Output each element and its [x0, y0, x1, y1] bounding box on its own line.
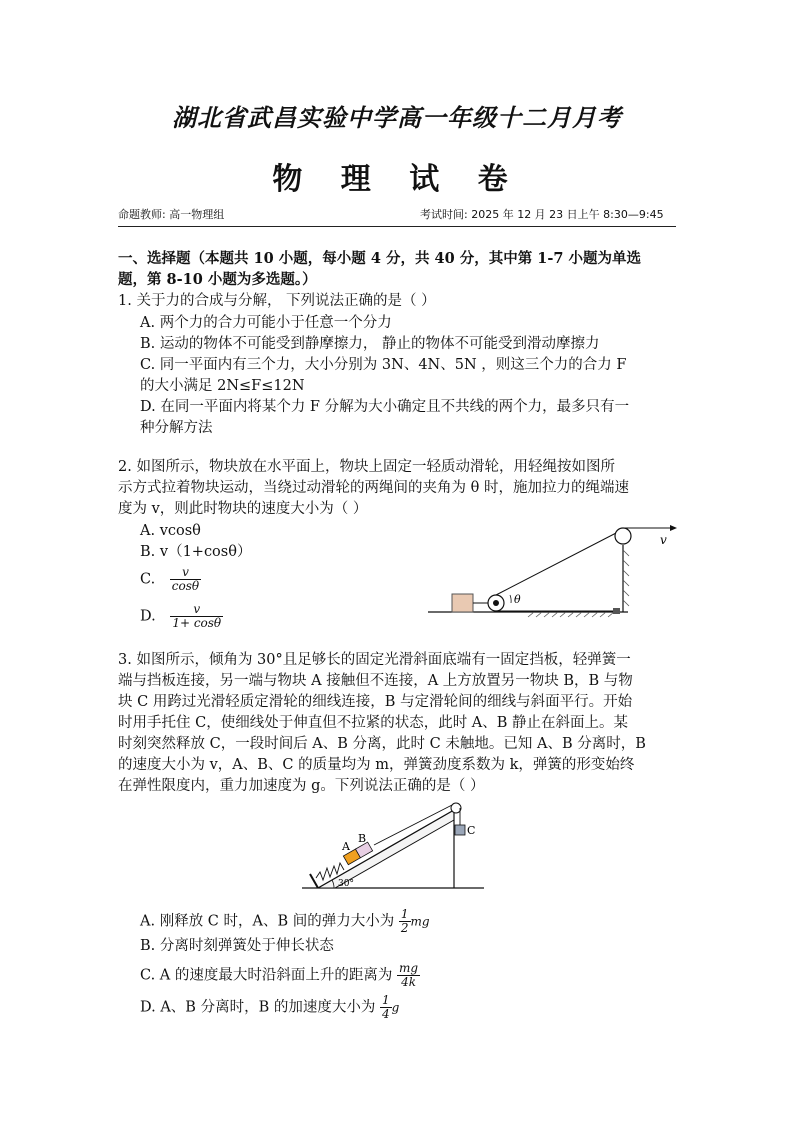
q3-option-c [140, 962, 420, 989]
exam-time: 考试时间: 2025 年 12 月 23 日上午 8:30—9:45 [420, 208, 664, 221]
q3-incline-figure [298, 800, 488, 892]
q2-pulley-figure [428, 520, 678, 620]
section-heading-cont: 题，第 8-10 小题为多选题。） [118, 271, 317, 288]
fixed-pulley [451, 803, 461, 813]
q2-c-denominator: cosθ [171, 579, 200, 593]
velocity-label: v [660, 533, 667, 547]
wall-hatching [623, 550, 629, 606]
q3-stem-line6: 的速度大小为 v，A、B、C 的质量均为 m，弹簧劲度系数为 k，弹簧的形变始终 [118, 757, 635, 773]
section-heading: 一、选择题（本题共 10 小题，每小题 4 分，共 40 分，其中第 1-7 小题为单选 [118, 250, 642, 267]
q3-a-numerator: 1 [400, 907, 409, 921]
subject-title: 物 理 试 卷 [272, 162, 522, 197]
block [452, 594, 473, 612]
fixed-pulley [615, 528, 631, 544]
teacher-info: 命题教师: 高一物理组 [118, 208, 225, 221]
movable-pulley-hub [493, 600, 499, 606]
block-c [455, 825, 465, 835]
q1-option-a: A. 两个力的合力可能小于任意一个分力 [140, 315, 392, 331]
q1-option-d: D. 在同一平面内将某个力 F 分解为大小确定且不共线的两个力，最多只有一 [140, 399, 630, 415]
incline-surface [318, 810, 454, 888]
q3-stem-line3: 块 C 用跨过光滑轻质定滑轮的细线连接，B 与定滑轮间的细线与斜面平行。开始 [118, 694, 633, 710]
q3-option-d-tail: g [391, 1000, 400, 1015]
q2-c-numerator: v [170, 566, 201, 580]
q3-c-numerator: mg [399, 961, 419, 975]
q2-d-denominator: 1+ cosθ [172, 616, 222, 630]
q2-d-numerator: v [170, 603, 223, 617]
q3-option-a [140, 908, 430, 935]
q1-option-d-cont: 种分解方法 [140, 420, 213, 436]
q3-option-a-fraction [399, 908, 411, 935]
q1-option-c: C. 同一平面内有三个力，大小分别为 3N、4N、5N ，则这三个力的合力 F [140, 357, 627, 373]
q2-stem-line3: 度为 v，则此时物块的速度大小为（ ） [118, 501, 368, 517]
q2-stem-line2: 示方式拉着物块运动，当绕过动滑轮的两绳间的夹角为 θ 时，施加拉力的绳端速 [118, 480, 629, 496]
ground-hatching [528, 612, 614, 617]
q3-option-d-text: D. A、B 分离时，B 的加速度大小为 [140, 999, 376, 1016]
q3-stem-line4: 时用手托住 C，使细线处于伸直但不拉紧的状态，此时 A、B 静止在斜面上。某 [118, 715, 629, 731]
q1-option-c-cont: 的大小满足 2N≤F≤12N [140, 378, 305, 394]
q3-c-denominator: 4k [401, 975, 416, 989]
q3-option-c-fraction [397, 962, 420, 989]
q2-option-c-fraction [170, 566, 201, 593]
q2-option-c-label: C. [140, 571, 156, 588]
theta-label: θ [514, 593, 521, 606]
q3-option-b: B. 分离时刻弹簧处于伸长状态 [140, 938, 334, 954]
q3-stem-line7: 在弹性限度内，重力加速度为 g。下列说法正确的是（ ） [118, 778, 485, 794]
q2-option-c [140, 566, 201, 593]
q3-option-d-fraction [380, 994, 392, 1021]
arrow-head [670, 525, 677, 531]
school-title: 湖北省武昌实验中学高一年级十二月月考 [172, 103, 622, 132]
q3-d-numerator: 1 [381, 993, 390, 1007]
q3-a-denominator: 2 [400, 921, 409, 935]
q3-stem-line2: 端与挡板连接，另一端与物块 A 接触但不连接，A 上方放置另一物块 B，B 与物 [118, 673, 633, 689]
q1-option-b: B. 运动的物体不可能受到静摩擦力， 静止的物体不可能受到滑动摩擦力 [140, 336, 600, 352]
q2-option-a: A. vcosθ [140, 523, 201, 539]
q2-stem-line1: 2. 如图所示，物块放在水平面上，物块上固定一轻质动滑轮，用轻绳按如图所 [118, 459, 615, 475]
q2-option-d [140, 603, 223, 630]
q1-stem: 1. 关于力的合成与分解， 下列说法正确的是（ ） [118, 293, 436, 309]
anchor [613, 608, 620, 614]
q2-option-b: B. v（1+cosθ） [140, 544, 252, 560]
q3-d-denominator: 4 [381, 1007, 390, 1021]
q2-option-d-label: D. [140, 608, 156, 625]
q3-option-d [140, 994, 399, 1021]
q2-option-d-fraction [170, 603, 223, 630]
q3-stem-line5: 时刻突然释放 C，一段时间后 A、B 分离，此时 C 未触地。已知 A、B 分离时，B [118, 736, 646, 752]
q3-option-a-tail: mg [410, 914, 430, 929]
label-b: B [358, 832, 367, 845]
inclined-rope [496, 532, 618, 595]
q3-stem-line1: 3. 如图所示，倾角为 30°且足够长的固定光滑斜面底端有一固定挡板，轻弹簧一 [118, 652, 631, 668]
angle-arc [510, 595, 511, 603]
q3-option-c-text: C. A 的速度最大时沿斜面上升的距离为 [140, 967, 393, 984]
label-a: A [342, 840, 350, 853]
q3-option-a-text: A. 刚释放 C 时，A、B 间的弹力大小为 [140, 913, 395, 930]
header-divider [118, 226, 676, 227]
angle-label: 30° [338, 879, 354, 889]
label-c: C [467, 824, 476, 837]
